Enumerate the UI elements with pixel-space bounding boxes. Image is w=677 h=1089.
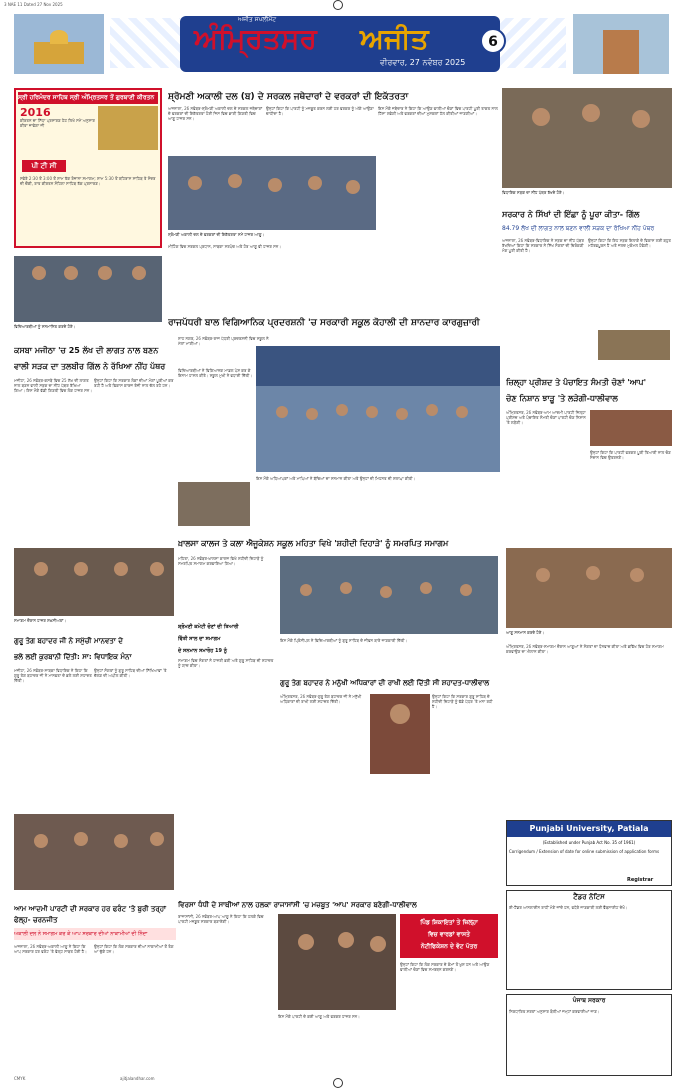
registration-mark-bottom bbox=[333, 1078, 343, 1088]
article-2-subheadline: 84.79 ਲੱਖ ਦੀ ਲਾਗਤ ਨਾਲ ਬਣਨ ਵਾਲੀ ਸੜਕ ਦਾ ਰੱਖਿਆ ਨੀਂਹ ਪੱਥਰ bbox=[502, 225, 655, 232]
article-1-photo bbox=[168, 156, 376, 230]
election-notice-1: ਪਿੰਡ ਸ਼ਿਕਾਇਤਾਂ ਤੇ ਜ਼ਿਲ੍ਹਾ bbox=[420, 919, 478, 926]
article-8-headline: ਗੁਰੂ ਤੇਗ ਬਹਾਦਰ ਨੇ ਮਨੁੱਖੀ ਅਧਿਕਾਰਾਂ ਦੀ ਰਾਖੀ ਲਈ ਦਿੱਤੀ ਸੀ ਸ਼ਹਾਦਤ-ਧਾਲੀਵਾਲ bbox=[280, 679, 490, 687]
caption-5: ਆਗੂ ਸਨਮਾਨ ਕਰਦੇ ਹੋਏ। bbox=[506, 630, 545, 635]
article-6-headline: ਖ਼ਾਲਸਾ ਕਾਲਜ ਤੇ ਕਲਾ ਐਜੂਕੇਸ਼ਨ ਸਕੂਲ ਮਹਿਤਾ ਵਿਖੇ 'ਸ਼ਹੀਦੀ ਦਿਹਾੜੇ' ਨੂੰ ਸਮਰਪਿਤ ਸਮਾਗਮ bbox=[178, 539, 449, 548]
left-group-photo bbox=[14, 256, 162, 322]
caption-4: ਸਮਾਗਮ ਦੌਰਾਨ ਹਾਜ਼ਰ ਸ਼ਖ਼ਸੀਅਤਾਂ। bbox=[14, 618, 67, 623]
article-7-headline-2: ਭਲੇ ਲਈ ਕੁਰਬਾਨੀ ਦਿੱਤੀ: ਸਾ: ਵਿਧਾਇਕ ਮੰਨਾ bbox=[14, 653, 132, 661]
file-info: 3 NAE 11 Dated 27 Nov 2025 bbox=[4, 2, 63, 7]
university-name: Punjabi University, Patiala bbox=[507, 821, 671, 837]
election-notice-box bbox=[400, 914, 498, 958]
article-3-photo-small bbox=[178, 482, 250, 526]
masthead bbox=[0, 12, 677, 82]
article-2-photo-small bbox=[598, 330, 670, 360]
article-3-banner bbox=[168, 314, 500, 332]
article-9-headline: ਵਿਰਸਾ ਧੰਧੀ ਦੇ ਸਾਥੀਆਂ ਨਾਲ ਹਲਕਾ ਰਾਜਾਸਾਂਸੀ 'ਚ ਮਜ਼ਬੂਤ 'ਆਪ' ਸਰਕਾਰ ਬਣੇਗੀ-ਧਾਲੀਵਾਲ bbox=[178, 901, 417, 909]
decor-pattern-right bbox=[496, 18, 566, 68]
tender-notice: ਟੈਂਡਰ ਨੋਟਿਸ ਈ-ਟੈਂਡਰ ਆਨਲਾਈਨ ਰਾਹੀਂ ਮੰਗੇ ਜਾਂਦੇ ਹਨ, ਵਧੇਰੇ ਜਾਣਕਾਰੀ ਲਈ ਵੈੱਬਸਾਈਟ ਦੇਖੋ। bbox=[506, 890, 672, 990]
bottom-strip-left: CMYK bbox=[14, 1076, 26, 1081]
tender-dept: ਪੰਜਾਬ ਸਰਕਾਰ bbox=[572, 997, 606, 1004]
sgpc-ad-channel: ਪੀ ਟੀ ਸੀ bbox=[22, 160, 66, 172]
sgpc-ad-text: ਕੀਰਤਨ ਦਾ ਸਿੱਧਾ ਪ੍ਰਸਾਰਣ ਹੇਠ ਲਿਖੇ ਸਮੇਂ ਅਨੁਸਾਰ ਕੀਤਾ ਜਾਵੇਗਾ ਜੀ bbox=[20, 118, 95, 128]
article-5-headline-2: ਚੋਣ ਨਿਸ਼ਾਨ ਝਾੜੂ 'ਤੇ ਲੜੇਗੀ-ਧਾਲੀਵਾਲ bbox=[506, 394, 618, 403]
article-10-headline: ਆਮ ਆਦਮੀ ਪਾਰਟੀ ਦੀ ਸਰਕਾਰ ਹਰ ਫਰੰਟ 'ਤੇ ਬੁਰੀ ਤਰ੍ਹਾਂ ਫੇਲ੍ਹ- ਚਰਨਜੀਤ bbox=[14, 905, 167, 924]
article-9-photo bbox=[278, 914, 396, 1010]
article-11-headline: ਸ਼੍ਰੋਮਣੀ ਕਮੇਟੀ ਚੋਣਾਂ ਦੀ ਤਿਆਰੀ bbox=[178, 624, 239, 630]
election-notice-2: ਵਿਚ ਵਾਰਡਾਂ ਵਾਸਤੇ bbox=[427, 931, 470, 938]
tender-notice-2: ਪੰਜਾਬ ਸਰਕਾਰ ਨਿਰਧਾਰਿਤ ਸ਼ਰਤਾਂ ਅਨੁਸਾਰ ਬੋਲੀਆਂ ਜਮ੍ਹਾਂ ਕਰਵਾਈਆਂ ਜਾਣ। bbox=[506, 994, 672, 1076]
sgpc-ad: ਸ੍ਰੀ ਹਰਿਮੰਦਰ ਸਾਹਿਬ ਸ੍ਰੀ ਅੰਮ੍ਰਿਤਸਰ ਤੋਂ ਗੁਰਬਾਣੀ ਕੀਰਤਨ 2016 ਕੀਰਤਨ ਦਾ ਸਿੱਧਾ ਪ੍ਰਸਾਰਣ ਹੇਠ ਲਿਖੇ ਸਮੇਂ ਅਨੁਸਾਰ ਕੀਤਾ ਜਾਵੇਗਾ ਜੀ ਪੀ ਟੀ ਸੀ ਸਵੇਰੇ 2:30 ਤੋਂ 3:00 ਤੋਂ ਸ਼ਾਮ ਤੱਕ ਰੋਜ਼ਾਨਾ ਸਮਾਗਮ; ਸ਼ਾਮ 5:30 ਤੋਂ ਰਹਿਰਾਸ ਸਾਹਿਬ ਤੇ ਸੋਦਰ ਦੀ ਚੌਕੀ, ਰਾਤ ਕੀਰਤਨ ਸੋਹਿਲਾ ਸਾਹਿਬ ਤੱਕ ਪ੍ਰਸਾਰਣ। bbox=[14, 88, 162, 248]
article-8-photo bbox=[370, 694, 430, 774]
article-10-subheadline: ਅਕਾਲੀ ਦਲ ਨੇ ਸਮਾਗਮ ਕਰ ਕੇ ਆਪ ਸਰਕਾਰ ਦੀਆਂ ਨਾਕਾਮੀਆਂ ਦੀ ਨਿੰਦਾ bbox=[14, 928, 176, 940]
left-mid-photo bbox=[14, 548, 174, 616]
registration-mark bbox=[333, 0, 343, 10]
university-sub: (Established under Punjab Act No. 35 of 1961) bbox=[542, 840, 636, 845]
university-ad bbox=[506, 820, 672, 886]
golden-temple-thumb bbox=[98, 106, 158, 150]
article-5-headline-1: ਜ਼ਿਲ੍ਹਾ ਪ੍ਰੀਸ਼ਦ ਤੇ ਪੰਚਾਇਤ ਸੰਮਤੀ ਚੋਣਾਂ 'ਆਪ' bbox=[506, 378, 647, 387]
masthead-title-box bbox=[180, 16, 500, 72]
article-3-headline: ਰਾਜਪੱਧਰੀ ਬਾਲ ਵਿਗਿਆਨਿਕ ਪ੍ਰਦਰਸ਼ਨੀ 'ਚ ਸਰਕਾਰੀ ਸਕੂਲ ਕੋਹਾਲੀ ਦੀ ਸ਼ਾਨਦਾਰ ਕਾਰਗੁਜ਼ਾਰੀ bbox=[168, 318, 480, 328]
caption-3: ਵਿਦਿਆਰਥੀਆਂ ਨੂੰ ਸਨਮਾਨਿਤ ਕਰਦੇ ਹੋਏ। bbox=[14, 324, 76, 329]
right-mid-photo bbox=[506, 548, 672, 628]
heritage-building-image bbox=[573, 14, 669, 74]
university-notice: Corrigendum / Extension of date for online submission of application forms bbox=[509, 849, 660, 854]
tender-title: ਟੈਂਡਰ ਨੋਟਿਸ bbox=[573, 893, 605, 901]
article-3-photo bbox=[256, 346, 500, 472]
left-lower-photo bbox=[14, 814, 174, 890]
bottom-strip-mid: ajitjalandhar.com bbox=[120, 1076, 155, 1081]
article-2-headline: ਸਰਕਾਰ ਨੇ ਸਿੱਖਾਂ ਦੀ ਇੱਛਾ ਨੂੰ ਪੂਰਾ ਕੀਤਾ- ਗਿੱਲ bbox=[502, 210, 640, 219]
masthead-title-2: ਅਜੀਤ bbox=[360, 22, 429, 55]
article-7-headline-1: ਗੁਰੂ ਤੇਗ ਬਹਾਦਰ ਜੀ ਨੇ ਸਮੁੱਚੀ ਮਾਨਵਤਾ ਦੇ bbox=[14, 637, 123, 645]
caption-2: ਵਿਧਾਇਕ ਸੜਕ ਦਾ ਨੀਂਹ ਪੱਥਰ ਰੱਖਦੇ ਹੋਏ। bbox=[502, 190, 565, 195]
article-1-headline: ਸ਼੍ਰੋਮਣੀ ਅਕਾਲੀ ਦਲ (ਬ) ਦੇ ਸਰਕਲ ਜਥੇਦਾਰਾਂ ਦੇ ਵਰਕਰਾਂ ਦੀ ਇਕੱਤਰਤਾ bbox=[168, 92, 409, 102]
article-5-photo bbox=[590, 410, 672, 446]
supplement-label: ਅਜੀਤ ਸਪਲੀਮੈਂਟ bbox=[238, 16, 277, 23]
election-notice-3: ਨੋਟੀਫਿਕੇਸ਼ਨ ਦੇ ਵੋਟ ਪੱਤਰ bbox=[420, 943, 478, 950]
golden-temple-image bbox=[14, 14, 104, 74]
sgpc-ad-year: 2016 bbox=[20, 106, 51, 119]
article-2-photo bbox=[502, 88, 672, 188]
article-4-headline-1: ਕਸਬਾ ਮਜੀਠਾ 'ਚ 25 ਲੱਖ ਦੀ ਲਾਗਤ ਨਾਲ ਬਣਨ bbox=[14, 346, 159, 355]
decor-pattern-left bbox=[110, 18, 180, 68]
caption-1: ਸ਼੍ਰੋਮਣੀ ਅਕਾਲੀ ਦਲ ਦੇ ਵਰਕਰਾਂ ਦੀ ਇਕੱਤਰਤਾ ਸਮੇਂ ਹਾਜ਼ਰ ਆਗੂ। bbox=[168, 232, 265, 237]
article-11-sub-2: ਦੇ ਸਨਮਾਨ ਸਮਾਰੋਹ 19 ਨੂੰ bbox=[178, 648, 228, 654]
article-4-headline-2: ਵਾਲੀ ਸੜਕ ਦਾ ਤਲਬੀਰ ਗਿੱਲ ਨੇ ਰੱਖਿਆ ਨੀਂਹ ਪੱਥਰ bbox=[14, 362, 166, 371]
sgpc-ad-title: ਸ੍ਰੀ ਹਰਿਮੰਦਰ ਸਾਹਿਬ ਸ੍ਰੀ ਅੰਮ੍ਰਿਤਸਰ ਤੋਂ ਗੁਰਬਾਣੀ ਕੀਰਤਨ bbox=[18, 92, 158, 104]
page-number: 6 bbox=[480, 28, 506, 54]
masthead-date: ਵੀਰਵਾਰ, 27 ਨਵੰਬਰ 2025 bbox=[380, 58, 466, 67]
masthead-title-1: ਅੰਮ੍ਰਿਤਸਰ bbox=[194, 22, 317, 55]
university-registrar: Registrar bbox=[627, 877, 654, 883]
article-6-photo bbox=[280, 556, 498, 634]
article-11-sub-1: ਵਿੱਤੀ ਸਾਲ ਦਾ ਸਮਾਗਮ bbox=[178, 636, 221, 642]
